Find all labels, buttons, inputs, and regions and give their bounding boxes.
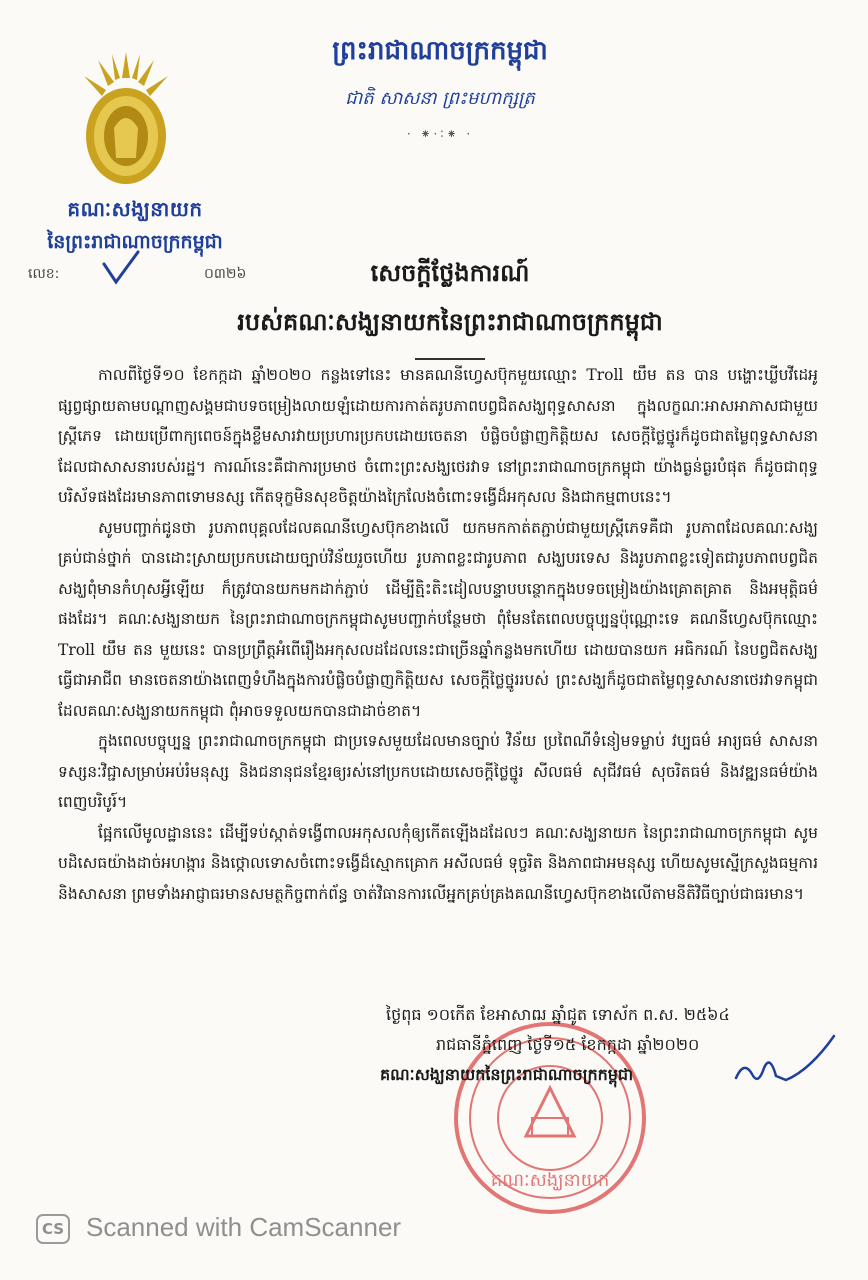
camscanner-logo-icon: CS: [36, 1214, 70, 1244]
statement-body: [58, 360, 818, 909]
scanner-watermark: [36, 1210, 536, 1250]
ref-suffix: ០៣២៦: [204, 266, 247, 282]
paragraph-2: សូមបញ្ជាក់ជូនថា រូបភាពបុគ្គលដែលគណនីហ្វេសប៊ុកខាងលើ យកមកកាត់តភ្ជាប់ជាមួយស្ត្រីភេទគឺជា រូបភាពដែលគណៈសង្ឃគ្រប់ជាន់ថ្នាក់ បានដោះស្រាយប្រកបដោយច្បាប់វិន័យរួចហើយ រូបភាពខ្លះជារូបភាព សង្ឃបរទេស និងរូបភាពខ្លះទៀតជារូបភាពបព្វជិតសង្ឃពុំមានកំហុសអ្វីឡើយ ក៏ត្រូវបានយកមកដាក់ភ្ជាប់ ដើម្បីត្មិះតិះដៀលបន្ទាបបន្ថោកក្នុងបទចម្រៀងយ៉ាងគ្រោតគ្រាត និងអមុត្តិធម៌ផងដែរ។ គណៈសង្ឃនាយក នៃព្រះរាជាណាចក្រកម្ពុជាសូមបញ្ជាក់បន្ថែមថា ពុំមែនតែពេលបច្ចុប្បន្នប៉ុណ្ណោះទេ គណនីហ្វេសប៊ុកឈ្មោះ Troll យឹម តន មួយនេះ បានប្រព្រឹត្តអំពើរឿងអកុសលដដែលនេះជាច្រើនឆ្នាំកន្លងមកហើយ ដោយបានយក អធិករណ៍ នៃបព្វជិតសង្ឃធ្វើជាអាជីព មានចេតនាយ៉ាងពេញទំហឹងក្នុងការបំផ្លិចបំផ្លាញកិត្តិយស សេចក្ដីថ្លៃថ្នូររបស់ ព្រះសង្ឃក៏ដូចជាតម្លៃពុទ្ធសាសនាថេរវាទកម្ពុជាដែលគណៈសង្ឃនាយកកម្ពុជា ពុំអាចទទួលយកបានជាដាច់ខាត។: [58, 518, 818, 720]
kingdom-title: ព្រះរាជាណាចក្រកម្ពុជា: [332, 36, 548, 66]
lunar-date: ថ្ងៃពុធ ១០កើត ខែអាសាឍ ឆ្នាំជូត ទោស័ក ព.ស. ២៥៦៤: [386, 1005, 730, 1024]
divider-ornament: · ⁕·∶⁕ ·: [406, 127, 474, 141]
document-title: [140, 258, 760, 360]
ref-prefix: លេខ:: [28, 266, 60, 282]
national-motto: ជាតិ សាសនា ព្រះមហាក្សត្រ: [345, 88, 535, 109]
stamp-text: គណៈសង្ឃនាយក: [490, 1170, 610, 1191]
emblem-icon: [78, 48, 174, 188]
place-date: រាជធានីភ្នំពេញ ថ្ងៃទី១៥ ខែកក្កដា ឆ្នាំ២០២០: [436, 1035, 700, 1054]
title-line-1: សេចក្ដីថ្លែងការណ៍: [370, 259, 530, 287]
checkmark-icon: [100, 250, 140, 286]
signature-icon: [730, 1030, 840, 1100]
paragraph-1: កាលពីថ្ងៃទី១០ ខែកក្កដា ឆ្នាំ២០២០ កន្លងទៅនេះ មានគណនីហ្វេសប៊ុកមួយឈ្មោះ Troll យឹម តន បាន បង្ហោះឃ្លីបវីដេអូផ្សព្វផ្សាយតាមបណ្ដាញសង្គមជាបទចម្រៀងលាយឡំដោយការកាត់តរូបភាពបព្វជិតសង្ឃពុទ្ធសាសនា ក្នុងលក្ខណៈអាសអាភាសជាមួយស្ត្រីភេទ ដោយប្រើពាក្យពេចន៍ក្នុងខ្លឹមសារវាយប្រហារប្រកបដោយចេតនា បំផ្លិចបំផ្លាញកិត្តិយស សេចក្ដីថ្លៃថ្នូរក៏ដូចជាតម្លៃពុទ្ធសាសនាដែលជាសាសនារបស់រដ្ឋ។ ការណ៍នេះគឺជាការប្រមាថ ចំពោះព្រះសង្ឃថេរវាទ នៅព្រះរាជាណាចក្រកម្ពុជា យ៉ាងធ្ងន់ធ្ងរបំផុត ក៏ដូចជាពុទ្ធបរិស័ទផងដែរមានភាពទោមនស្ស កើតទុក្ខមិនសុខចិត្តយ៉ាងក្រៃលែងចំពោះទង្វើដ៏អកុសល និងជាកម្មពាបនេះ។: [58, 366, 818, 506]
paragraph-3: ក្នុងពេលបច្ចុប្បន្ន ព្រះរាជាណាចក្រកម្ពុជា ជាប្រទេសមួយដែលមានច្បាប់ វិន័យ ប្រពៃណីទំនៀមទម្លាប់ វប្បធម៌ អារ្យធម៌ សាសនា ទស្សនៈវិជ្ជាសម្រាប់អប់រំមនុស្ស និងជនានុជនខ្មែរឲ្យរស់នៅប្រកបដោយសេចក្ដីថ្លៃថ្នូរ សីលធម៌ សុជីវធម៌ សុចរិតធម៌ និងវឌ្ឍនធម៌យ៉ាងពេញបរិបូរ៍។: [58, 732, 818, 811]
signatory: គណៈសង្ឃនាយកនៃព្រះរាជាណាចក្រកម្ពុជា: [380, 1065, 634, 1084]
title-line-2: របស់គណៈសង្ឃនាយកនៃព្រះរាជាណាចក្រកម្ពុជា: [237, 308, 663, 336]
org-line-1: គណៈសង្ឃនាយក: [67, 197, 203, 221]
watermark-text: Scanned with CamScanner: [86, 1212, 402, 1242]
kingdom-header: [290, 34, 590, 141]
paragraph-4: ផ្អែកលើមូលដ្ឋាននេះ ដើម្បីទប់ស្កាត់ទង្វើពាលអកុសលកុំឲ្យកើតឡើងដដែលៗ គណៈសង្ឃនាយក នៃព្រះរាជាណាចក្រកម្ពុជា សូមបដិសេធយ៉ាងដាច់អហង្ការ និងថ្កោលទោសចំពោះទង្វើដ៏ស្មោកគ្រោក អសីលធម៌ ទុច្ចរិត និងភាពជាអមនុស្ស ហើយសូមស្នើក្រសួងធម្មការ និងសាសនា ព្រមទាំងអាជ្ញាធរមានសមត្ថកិច្ចពាក់ព័ន្ធ ចាត់វិធានការលើអ្នកគ្រប់គ្រងគណនីហ្វេសប៊ុកខាងលើតាមនីតិវិធីច្បាប់ជាធរមាន។: [58, 823, 818, 903]
org-line-2: នៃព្រះរាជាណាចក្រកម្ពុជា: [47, 231, 223, 253]
issuing-organization: [30, 196, 240, 258]
